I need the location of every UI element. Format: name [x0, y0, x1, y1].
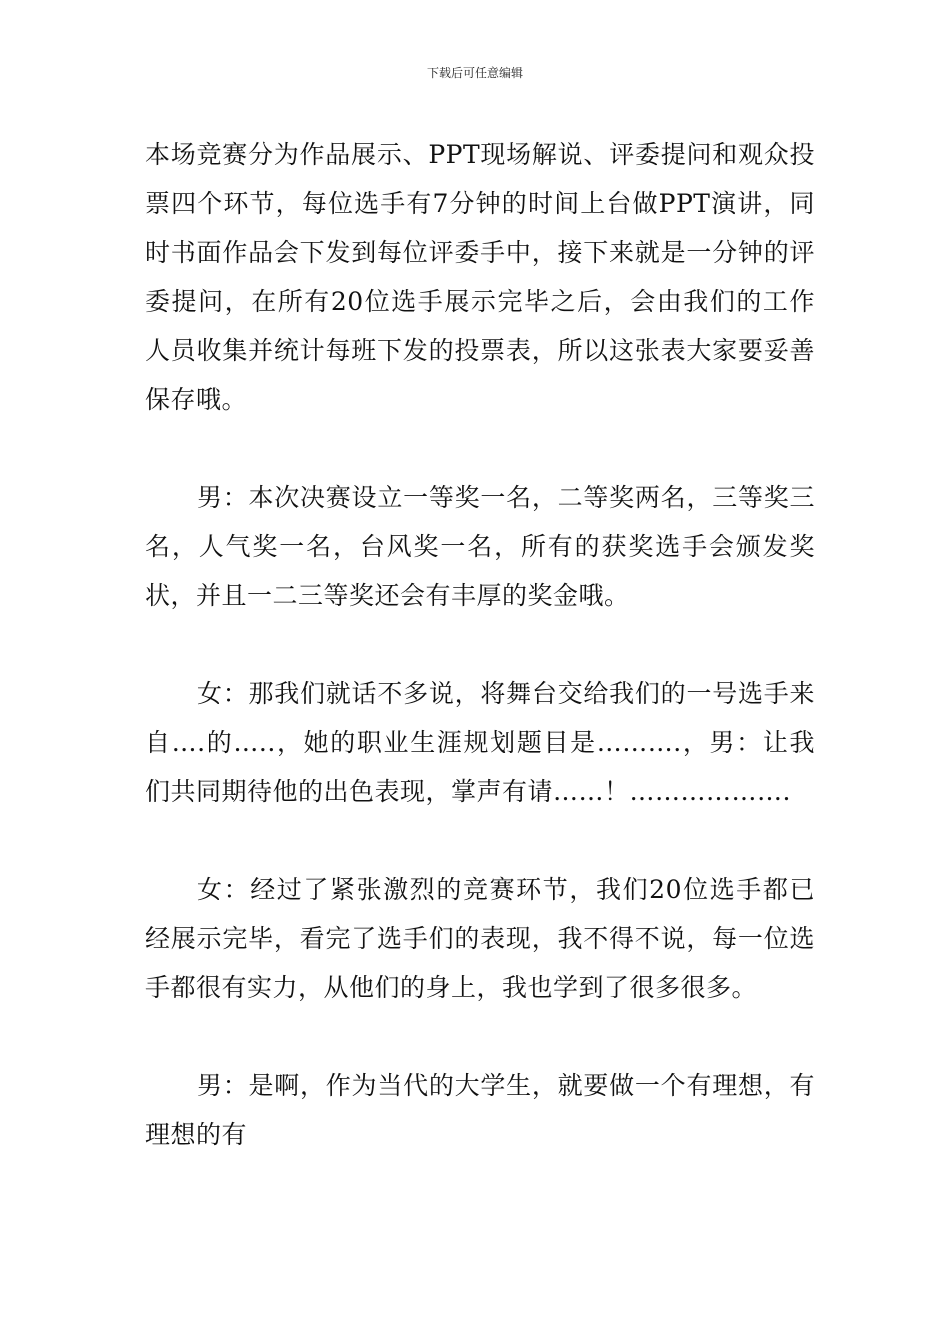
page-header: 下载后可任意编辑 — [426, 66, 523, 80]
paragraph-competition-rules: 本场竞赛分为作品展示、PPT现场解说、评委提问和观众投票四个环节，每位选手有7分钟的时间上台做PPT演讲，同时书面作品会下发到每位评委手中，接下来就是一分钟的评委提问，在所有20位选手展示完毕之后，会由我们的工作人员收集并统计每班下发的投票表，所以这张表大家要妥善保存哦。 — [145, 140, 815, 414]
paragraph-ideals: 男：是啊，作为当代的大学生，就要做一个有理想，有理想的有 — [145, 1071, 815, 1149]
paragraph-awards: 男：本次决赛设立一等奖一名，二等奖两名，三等奖三名，人气奖一名，台风奖一名，所有的获奖选手会颁发奖状，并且一二三等奖还会有丰厚的奖金哦。 — [145, 483, 815, 610]
paragraph-first-contestant: 女：那我们就话不多说，将舞台交给我们的一号选手来自….的…..，她的职业生涯规划题目是……….，男：让我们共同期待他的出色表现，掌声有请……！………………. — [145, 679, 815, 806]
paragraph-competition-finished: 女：经过了紧张激烈的竞赛环节，我们20位选手都已经展示完毕，看完了选手们的表现，我不得不说，每一位选手都很有实力，从他们的身上，我也学到了很多很多。 — [145, 875, 815, 1002]
document-body — [145, 130, 815, 1159]
